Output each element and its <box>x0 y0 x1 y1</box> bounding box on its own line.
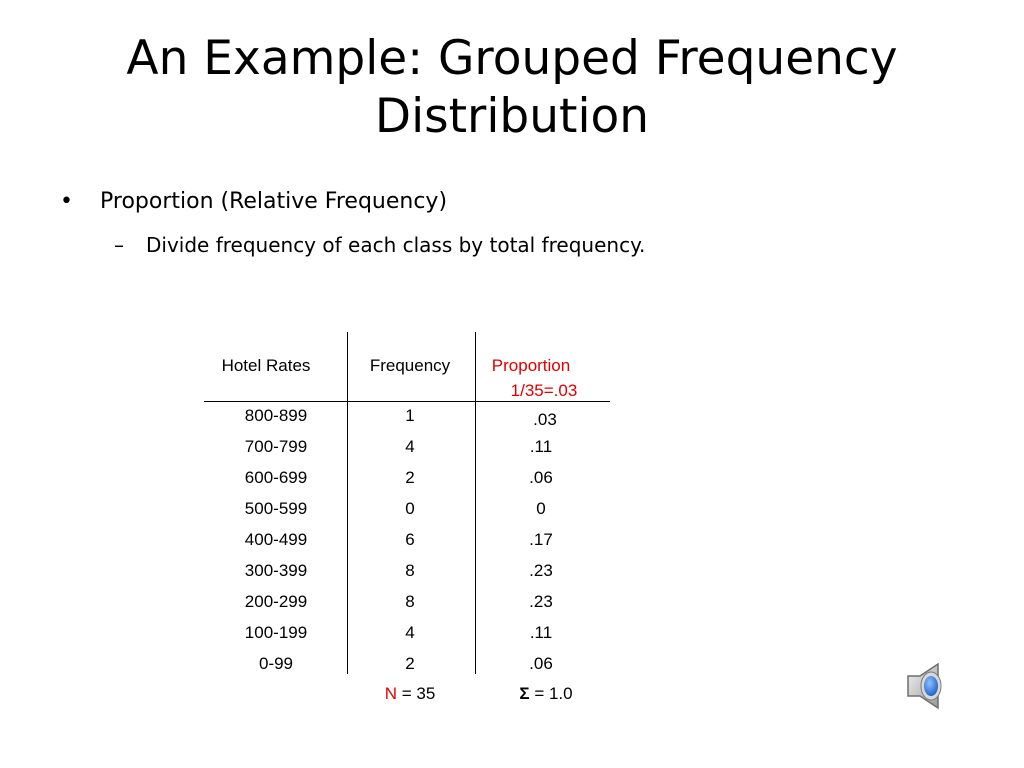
cell-proportion: .11 <box>529 437 553 456</box>
cell-rate: 600-699 <box>244 468 308 487</box>
bullet-marker: • <box>60 189 73 214</box>
header-proportion-example: 1/35=.03 <box>510 381 578 400</box>
n-symbol: N <box>384 684 397 703</box>
title-line-1: An Example: Grouped Frequency <box>126 31 898 86</box>
cell-frequency: 2 <box>405 654 415 673</box>
header-underline <box>204 401 610 402</box>
cell-frequency: 2 <box>405 468 415 487</box>
cell-proportion: .23 <box>529 592 553 611</box>
cell-frequency: 4 <box>405 623 415 642</box>
cell-proportion: .06 <box>529 654 553 673</box>
cell-rate: 400-499 <box>244 530 308 549</box>
cell-rate: 700-799 <box>244 437 308 456</box>
column-divider-right <box>475 332 476 674</box>
cell-proportion: 0 <box>536 499 546 518</box>
bullet-proportion <box>60 186 447 218</box>
cell-rate: 0-99 <box>258 654 294 673</box>
sub-bullet-text: Divide frequency of each class by total frequency. <box>146 233 646 257</box>
header-frequency: Frequency <box>369 356 451 375</box>
sigma-symbol: Σ <box>519 684 530 703</box>
cell-proportion: .11 <box>529 623 553 642</box>
n-value: = 35 <box>396 684 436 703</box>
slide-title <box>0 30 1024 146</box>
cell-frequency: 4 <box>405 437 415 456</box>
cell-proportion: .06 <box>529 468 553 487</box>
cell-proportion: .17 <box>529 530 553 549</box>
sigma-value: = 1.0 <box>529 684 573 703</box>
sub-bullet-marker: – <box>114 233 124 257</box>
header-proportion: Proportion <box>491 356 571 375</box>
bullet-text: Proportion (Relative Frequency) <box>100 189 448 214</box>
cell-rate: 100-199 <box>244 623 308 642</box>
cell-frequency: 0 <box>405 499 415 518</box>
speaker-icon[interactable] <box>902 660 952 712</box>
cell-frequency: 8 <box>405 561 415 580</box>
cell-proportion: .03 <box>533 410 557 429</box>
header-hotel-rates: Hotel Rates <box>221 356 311 375</box>
title-line-2: Distribution <box>374 89 650 144</box>
column-divider-left <box>347 332 348 674</box>
total-n <box>360 684 460 704</box>
total-sigma <box>496 684 596 704</box>
cell-rate: 300-399 <box>244 561 308 580</box>
sub-bullet-divide <box>114 230 645 260</box>
cell-rate: 500-599 <box>244 499 308 518</box>
cell-rate: 800-899 <box>244 406 308 425</box>
cell-frequency: 6 <box>405 530 415 549</box>
cell-frequency: 8 <box>405 592 415 611</box>
cell-proportion: .23 <box>529 561 553 580</box>
cell-frequency: 1 <box>405 406 415 425</box>
cell-rate: 200-299 <box>244 592 308 611</box>
